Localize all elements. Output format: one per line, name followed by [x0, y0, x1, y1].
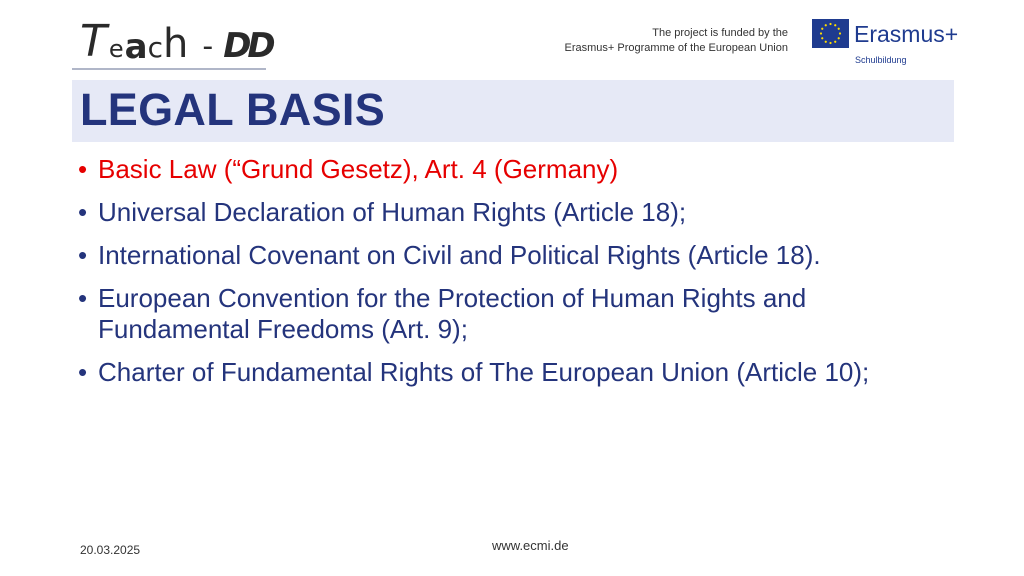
funding-notice — [565, 26, 788, 56]
logo-letter-c: c — [147, 31, 164, 64]
logo-dd: DD — [223, 26, 272, 66]
bullet-item-echr — [78, 283, 948, 345]
logo-letter-t: T — [80, 16, 107, 67]
funding-line-1: The project is funded by the — [652, 27, 788, 39]
bullet-text: Universal Declaration of Human Rights (Article 18); — [98, 197, 687, 227]
bullet-dot: • — [78, 240, 88, 270]
footer-date: 20.03.2025 — [80, 543, 141, 557]
bullet-text: Charter of Fundamental Rights of The European Union (Article 10); — [98, 357, 870, 387]
erasmus-logo-text: Erasmus+ — [854, 21, 959, 47]
logo-underline — [72, 68, 266, 70]
bullet-item-iccpr — [78, 240, 948, 271]
bullet-item-eu-charter — [78, 357, 948, 388]
bullet-dot: • — [78, 357, 88, 387]
bullet-list — [78, 154, 948, 400]
bullet-text: Basic Law (“Grund Gesetz), Art. 4 (Germany) — [98, 154, 619, 184]
teach-dd-logo — [80, 12, 272, 67]
logo-letter-e: e — [108, 35, 124, 63]
bullet-item-basic-law — [78, 154, 948, 185]
bullet-dot: • — [78, 154, 88, 184]
logo-letter-h: h — [163, 21, 189, 67]
logo-dash: - — [202, 29, 214, 64]
bullet-text: International Covenant on Civil and Political Rights (Article 18). — [98, 240, 821, 270]
logo-letter-a: a — [124, 27, 148, 67]
slide-title: LEGAL BASIS — [80, 84, 386, 135]
funding-line-2: Erasmus+ Programme of the European Union — [564, 42, 788, 54]
bullet-item-udhr — [78, 197, 948, 228]
bullet-dot: • — [78, 283, 88, 313]
erasmus-subtitle: Schulbildung — [855, 55, 907, 65]
bullet-dot: • — [78, 197, 88, 227]
eu-flag-icon — [812, 19, 849, 48]
bullet-text: European Convention for the Protection of Human Rights and Fundamental Freedoms (Art. 9); — [98, 283, 807, 344]
footer-url: www.ecmi.de — [492, 538, 569, 553]
